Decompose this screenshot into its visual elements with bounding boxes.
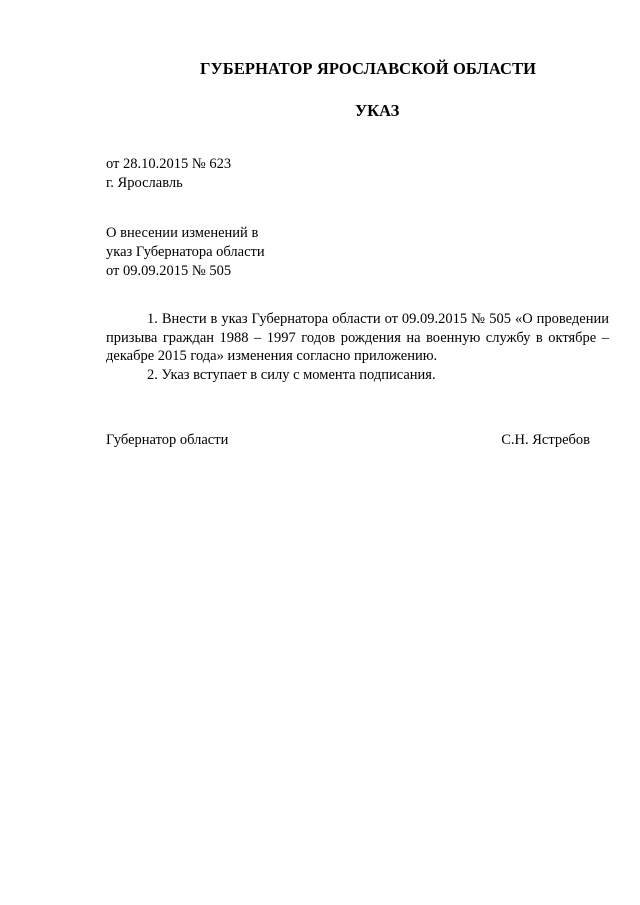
signature-block xyxy=(106,432,590,449)
city: г. Ярославль xyxy=(106,175,183,191)
document-meta xyxy=(106,155,231,193)
document-type: УКАЗ xyxy=(355,101,400,120)
subject-line: О внесении изменений в xyxy=(106,225,259,241)
document-subject xyxy=(106,224,265,281)
body-paragraph: 2. Указ вступает в силу с момента подписания. xyxy=(147,366,436,383)
issuer-title: ГУБЕРНАТОР ЯРОСЛАВСКОЙ ОБЛАСТИ xyxy=(200,59,537,78)
signatory-position: Губернатор области xyxy=(106,432,229,448)
date-number: от 28.10.2015 № 623 xyxy=(106,156,232,172)
subject-line: от 09.09.2015 № 505 xyxy=(106,263,232,279)
subject-line: указ Губернатора области xyxy=(106,244,265,260)
body-paragraph: 1. Внести в указ Губернатора области от 09.09.2015 № 505 «О проведении призыва граждан 1988 – 1997 годов рождения на военную службу в октябре – декабре 2015 года» изменения согласно приложению. xyxy=(106,311,609,364)
signatory-name: С.Н. Ястребов xyxy=(501,432,590,448)
document-body xyxy=(106,310,609,384)
